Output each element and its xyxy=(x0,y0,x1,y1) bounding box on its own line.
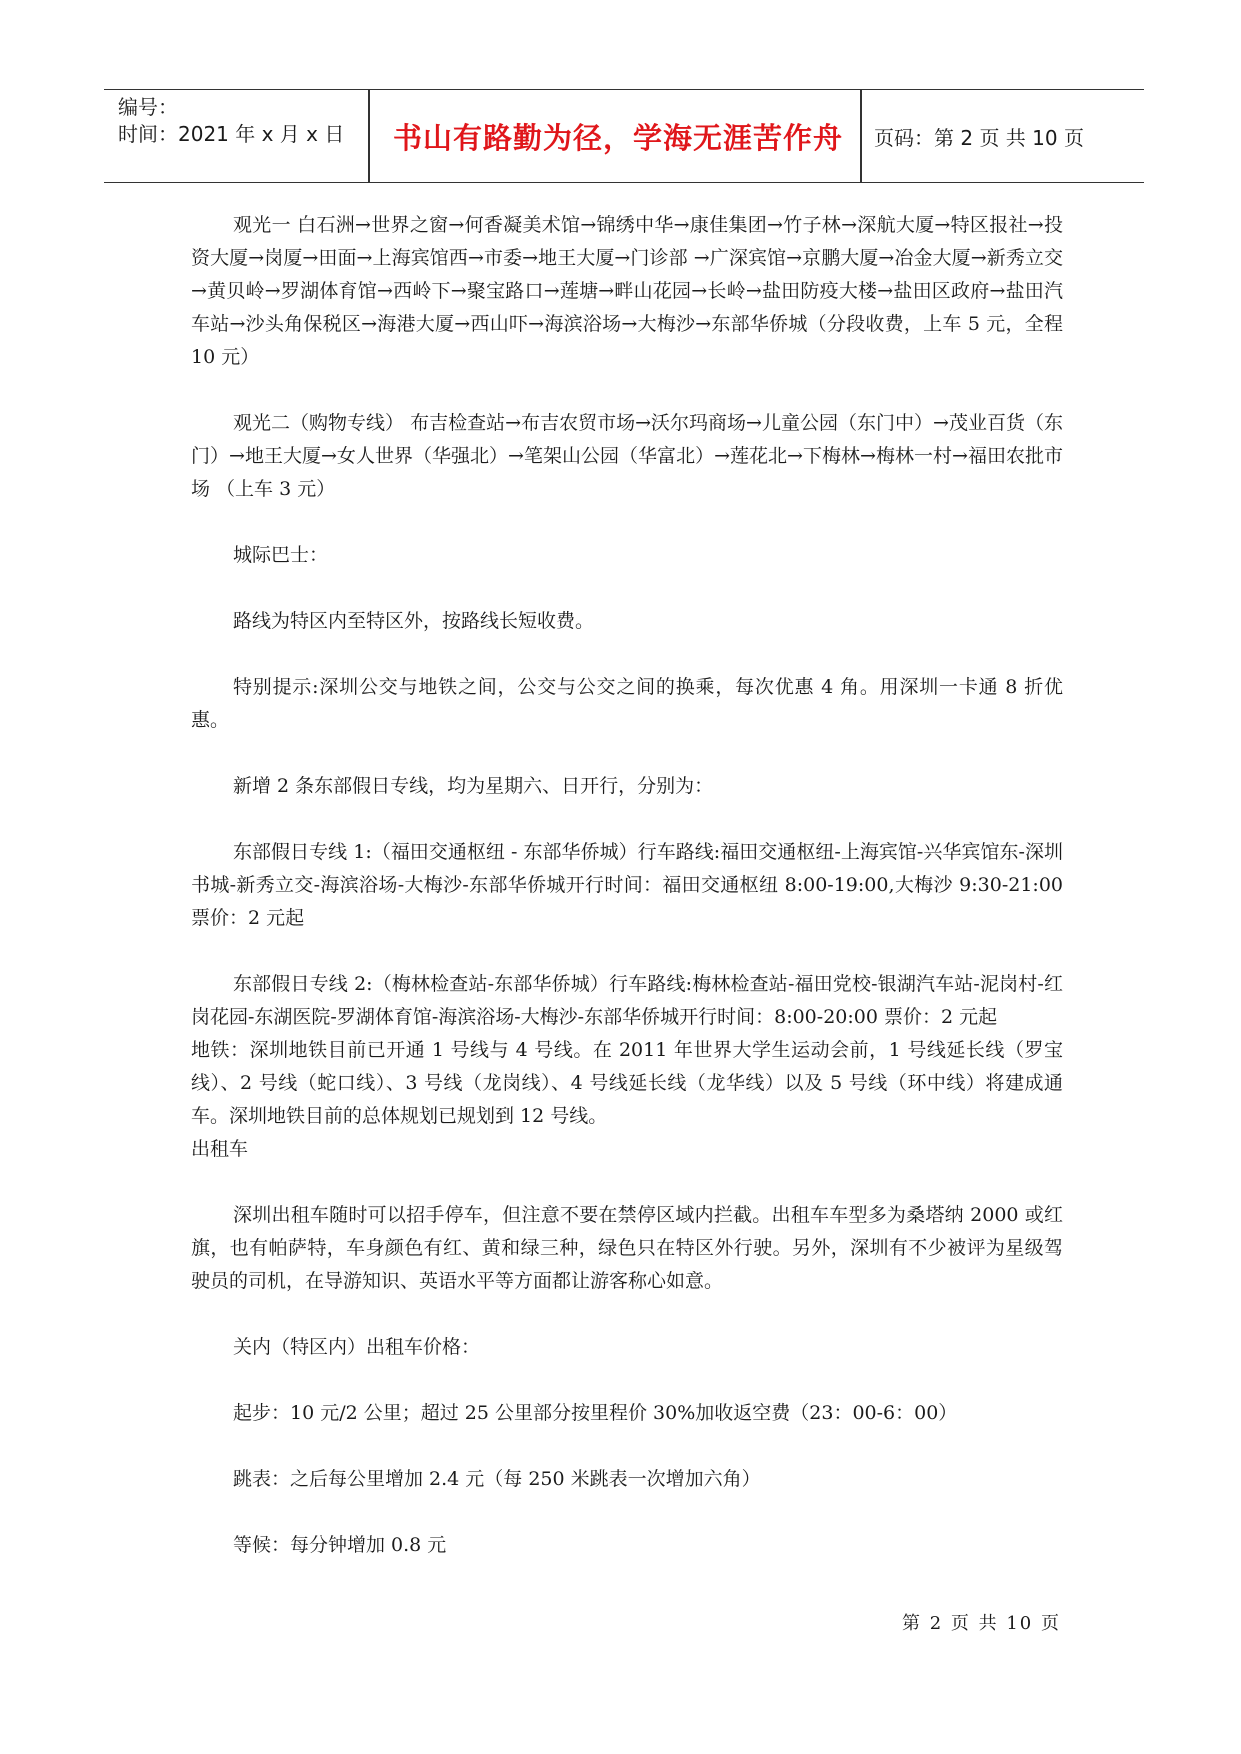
paragraph-intercity-bus-heading: 城际巴士： xyxy=(233,544,329,566)
paragraph-new-holiday-lines: 新增 2 条东部假日专线，均为星期六、日开行，分别为： xyxy=(233,775,714,797)
time-label: 时间：2021 年 x 月 x 日 xyxy=(118,122,345,146)
header-info xyxy=(118,94,344,148)
paragraph-holiday-line-1: 东部假日专线 1:（福田交通枢纽 - 东部华侨城）行车路线:福田交通枢纽-上海宾馆-兴华宾馆东-深圳书城-新秀立交-海滨浴场-大梅沙-东部华侨城开行时间：福田交通枢纽 8:00-19:00,大梅沙 9:30-21:00 票价：2 元起 xyxy=(191,841,1063,929)
page-footer: 第 2 页 共 10 页 xyxy=(902,1613,1061,1634)
paragraph-taxi-waiting: 等候：每分钟增加 0.8 元 xyxy=(233,1534,447,1556)
paragraph-taxi-start-fare: 起步：10 元/2 公里；超过 25 公里部分按里程价 30%加收返空费（23：00-6：00） xyxy=(233,1402,958,1424)
document-body xyxy=(191,209,1063,1595)
header-divider-right xyxy=(860,90,862,182)
serial-label: 编号： xyxy=(118,95,178,119)
paragraph-holiday-line-2: 东部假日专线 2:（梅林检查站-东部华侨城）行车路线:梅林检查站-福田党校-银湖汽车站-泥岗村-红岗花园-东湖医院-罗湖体育馆-海滨浴场-大梅沙-东部华侨城开行时间：8:00-20:00 票价：2 元起 xyxy=(191,973,1063,1028)
paragraph-taxi-price-heading: 关内（特区内）出租车价格： xyxy=(233,1336,481,1358)
paragraph-taxi-info: 深圳出租车随时可以招手停车，但注意不要在禁停区域内拦截。出租车车型多为桑塔纳 2000 或红旗，也有帕萨特，车身颜色有红、黄和绿三种，绿色只在特区外行驶。另外，深圳有不少被评为星级驾驶员的司机，在导游知识、英语水平等方面都让游客称心如意。 xyxy=(191,1204,1063,1292)
paragraph-special-notice: 特别提示:深圳公交与地铁之间，公交与公交之间的换乘，每次优惠 4 角。用深圳一卡通 8 折优惠。 xyxy=(191,676,1063,731)
paragraph-sightseeing-line-2: 观光二（购物专线） 布吉检查站→布吉农贸市场→沃尔玛商场→儿童公园（东门中）→茂业百货（东门）→地王大厦→女人世界（华强北）→笔架山公园（华富北）→莲花北→下梅林→梅林一村→福田农批市场 （上车 3 元） xyxy=(191,412,1063,500)
paragraph-metro: 地铁：深圳地铁目前已开通 1 号线与 4 号线。在 2011 年世界大学生运动会前，1 号线延长线（罗宝线）、2 号线（蛇口线）、3 号线（龙岗线）、4 号线延长线（龙华线）以及 5 号线（环中线）将建成通车。深圳地铁目前的总体规划已规划到 12 号线。 xyxy=(191,1039,1063,1127)
header-page-number: 页码：第 2 页 共 10 页 xyxy=(874,125,1084,150)
page-header xyxy=(104,89,1144,183)
header-motto: 书山有路勤为径，学海无涯苦作舟 xyxy=(392,120,843,155)
paragraph-taxi-meter: 跳表：之后每公里增加 2.4 元（每 250 米跳表一次增加六角） xyxy=(233,1468,761,1490)
paragraph-intercity-route: 路线为特区内至特区外，按路线长短收费。 xyxy=(233,610,595,632)
header-divider-left xyxy=(368,90,370,182)
paragraph-taxi-heading: 出租车 xyxy=(191,1138,249,1160)
paragraph-sightseeing-line-1: 观光一 白石洲→世界之窗→何香凝美术馆→锦绣中华→康佳集团→竹子林→深航大厦→特区报社→投资大厦→岗厦→田面→上海宾馆西→市委→地王大厦→门诊部 →广深宾馆→京鹏大厦→冶金大厦→新秀立交→黄贝岭→罗湖体育馆→西岭下→聚宝路口→莲塘→畔山花园→长岭→盐田防疫大楼→盐田区政府→盐田汽车站→沙头角保税区→海港大厦→西山吓→海滨浴场→大梅沙→东部华侨城（分段收费，上车 5 元，全程 10 元） xyxy=(191,214,1063,368)
